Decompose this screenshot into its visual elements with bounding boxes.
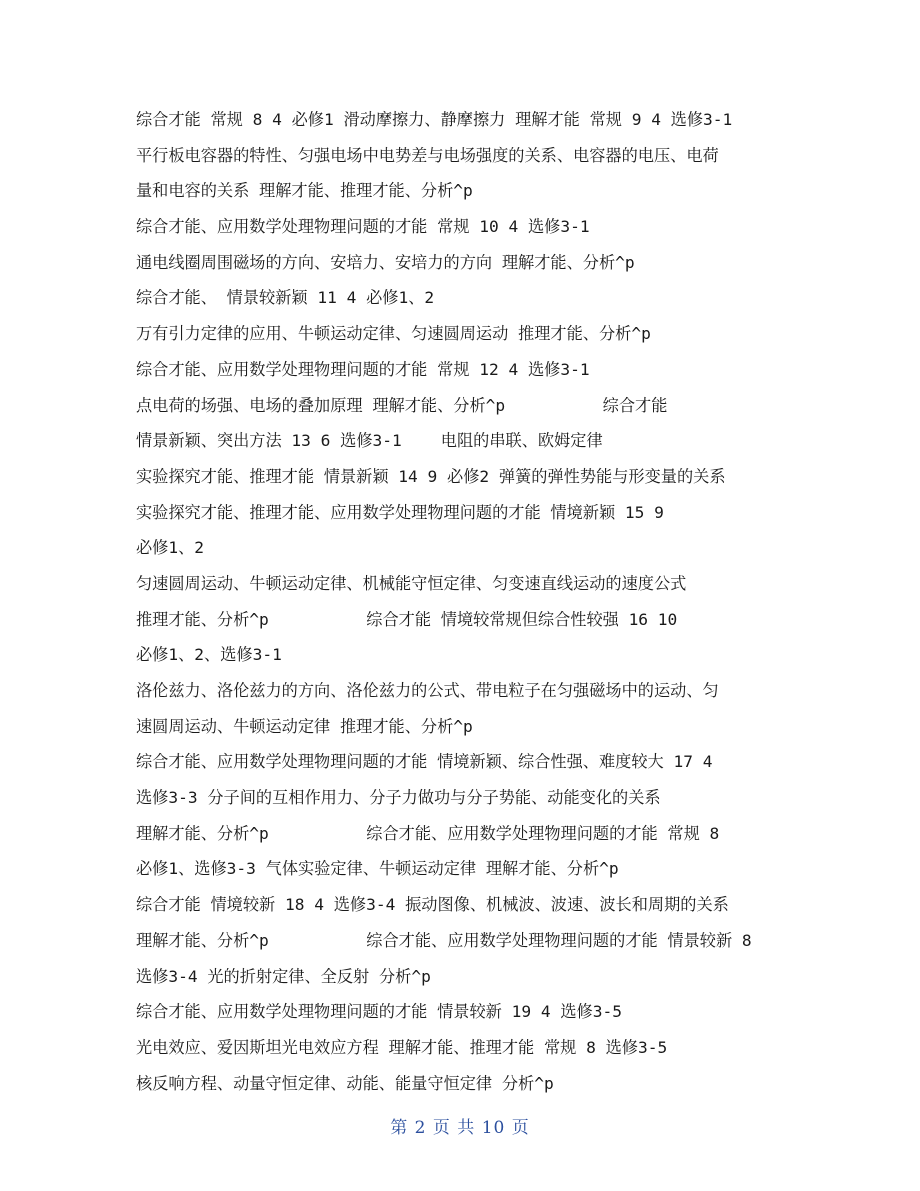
text-line: 综合才能 情境较新 18 4 选修3-4 振动图像、机械波、波速、波长和周期的关系: [136, 895, 729, 915]
text-line: 速圆周运动、牛顿运动定律 推理才能、分析^p: [136, 716, 473, 736]
text-line: 量和电容的关系 理解才能、推理才能、分析^p: [136, 181, 473, 201]
text-line: 选修3-3 分子间的互相作用力、分子力做功与分子势能、动能变化的关系: [136, 788, 661, 808]
text-line: 综合才能、 情景较新颖 11 4 必修1、2: [136, 288, 435, 308]
text-line: 万有引力定律的应用、牛顿运动定律、匀速圆周运动 推理才能、分析^p: [136, 324, 651, 344]
text-line: 必修1、2: [136, 538, 205, 558]
text-line: 综合才能、应用数学处理物理问题的才能 常规 12 4 选修3-1: [136, 359, 590, 379]
page-footer: 第 2 页 共 10 页: [390, 1118, 530, 1138]
text-line: 综合才能、应用数学处理物理问题的才能 常规 10 4 选修3-1: [136, 217, 590, 237]
text-line: 实验探究才能、推理才能、应用数学处理物理问题的才能 情境新颖 15 9: [136, 502, 664, 522]
text-line: 推理才能、分析^p 综合才能 情境较常规但综合性较强 16 10: [136, 609, 678, 629]
text-line: 必修1、2、选修3-1: [136, 645, 282, 665]
text-line: 光电效应、爱因斯坦光电效应方程 理解才能、推理才能 常规 8 选修3-5: [136, 1037, 668, 1057]
text-line: 匀速圆周运动、牛顿运动定律、机械能守恒定律、匀变速直线运动的速度公式: [136, 573, 687, 593]
text-line: 洛伦兹力、洛伦兹力的方向、洛伦兹力的公式、带电粒子在匀强磁场中的运动、匀: [136, 681, 719, 700]
text-line: 综合才能 常规 8 4 必修1 滑动摩擦力、静摩擦力 理解才能 常规 9 4 选修3-1: [136, 110, 733, 129]
text-line: 综合才能、应用数学处理物理问题的才能 情境新颖、综合性强、难度较大 17 4: [136, 752, 713, 772]
text-line: 理解才能、分析^p 综合才能、应用数学处理物理问题的才能 常规 8: [136, 823, 720, 843]
text-line: 实验探究才能、推理才能 情景新颖 14 9 必修2 弹簧的弹性势能与形变量的关系: [136, 466, 726, 486]
text-line: 情景新颖、突出方法 13 6 选修3-1 电阻的串联、欧姆定律: [136, 431, 603, 451]
text-line: 平行板电容器的特性、匀强电场中电势差与电场强度的关系、电容器的电压、电荷: [136, 145, 719, 165]
text-line: 核反响方程、动量守恒定律、动能、能量守恒定律 分析^p: [136, 1073, 554, 1093]
text-line: 综合才能、应用数学处理物理问题的才能 情景较新 19 4 选修3-5: [136, 1002, 622, 1022]
text-line: 通电线圈周围磁场的方向、安培力、安培力的方向 理解才能、分析^p: [136, 252, 635, 272]
text-line: 必修1、选修3-3 气体实验定律、牛顿运动定律 理解才能、分析^p: [136, 859, 619, 879]
text-line: 选修3-4 光的折射定律、全反射 分析^p: [136, 966, 431, 986]
document-body: [136, 108, 836, 1107]
text-line: 理解才能、分析^p 综合才能、应用数学处理物理问题的才能 情景较新 8: [136, 930, 752, 950]
text-line: 点电荷的场强、电场的叠加原理 理解才能、分析^p 综合才能: [136, 395, 668, 415]
